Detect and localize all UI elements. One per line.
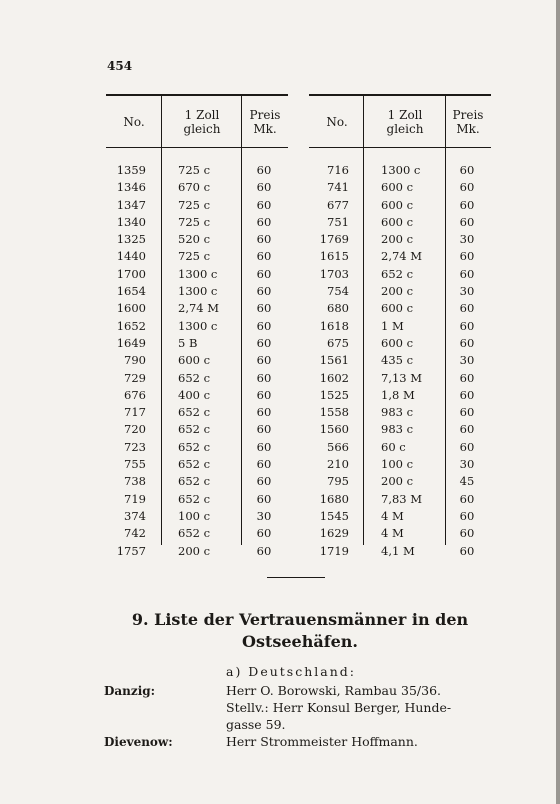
cell-zoll: 200 c [381, 232, 414, 247]
cell-preis: 30 [459, 284, 475, 299]
cell-preis: 60 [459, 335, 475, 350]
table-row [309, 439, 491, 456]
table-row [309, 318, 491, 335]
cell-no: 738 [124, 474, 146, 489]
header-preis-line2: Mk. [456, 121, 480, 136]
table-row [106, 283, 288, 300]
table-row [309, 473, 491, 490]
cell-no: 717 [124, 405, 146, 420]
cell-preis: 60 [459, 491, 475, 506]
price-table-right [309, 94, 491, 560]
cell-zoll: 725 c [178, 249, 211, 264]
table-row [106, 387, 288, 404]
cell-zoll: 725 c [178, 214, 211, 229]
cell-preis: 60 [459, 249, 475, 264]
table-row [309, 421, 491, 438]
cell-no: 1440 [116, 249, 146, 264]
cell-preis: 60 [256, 474, 272, 489]
table-row [309, 370, 491, 387]
cell-preis: 60 [256, 387, 272, 402]
cell-no: 1602 [319, 370, 349, 385]
cell-preis: 60 [256, 163, 272, 177]
cell-preis: 60 [256, 353, 272, 368]
cell-no: 720 [124, 422, 146, 437]
cell-zoll: 652 c [178, 457, 211, 472]
table-row [106, 456, 288, 473]
table-row [309, 508, 491, 525]
cell-zoll: 652 c [178, 422, 211, 437]
cell-preis: 60 [256, 405, 272, 420]
cell-zoll: 983 c [381, 405, 414, 420]
cell-preis: 60 [459, 180, 475, 195]
header-zoll [365, 96, 445, 147]
cell-preis: 60 [256, 266, 272, 281]
table-row [106, 352, 288, 369]
cell-no: 1561 [319, 353, 349, 368]
table-row [309, 491, 491, 508]
cell-zoll: 100 c [381, 457, 414, 472]
cell-preis: 60 [256, 457, 272, 472]
cell-no: 1618 [319, 318, 349, 333]
table-row [309, 283, 491, 300]
cell-no: 1325 [116, 232, 146, 247]
table-row [106, 248, 288, 265]
cell-zoll: 60 c [381, 439, 406, 454]
cell-no: 1680 [319, 491, 349, 506]
table-row [309, 248, 491, 265]
cell-no: 1769 [319, 232, 349, 247]
cell-no: 680 [327, 301, 349, 316]
cell-zoll: 200 c [178, 543, 211, 558]
cell-no: 1652 [116, 318, 146, 333]
cell-no: 1545 [319, 508, 349, 523]
table-row [309, 300, 491, 317]
cell-preis: 60 [256, 214, 272, 229]
cell-no: 210 [327, 457, 349, 472]
cell-no: 790 [124, 353, 146, 368]
table-row [309, 543, 491, 560]
cell-no: 677 [327, 197, 349, 212]
cell-zoll: 100 c [178, 508, 211, 523]
cell-no: 1757 [116, 543, 146, 558]
cell-preis: 60 [256, 439, 272, 454]
cell-zoll: 1300 c [381, 163, 421, 177]
table-row [106, 508, 288, 525]
entry-line: Herr O. Borowski, Rambau 35/36. [226, 683, 442, 698]
table-row [309, 214, 491, 231]
cell-preis: 60 [256, 543, 272, 558]
table-row [106, 214, 288, 231]
header-preis [445, 96, 491, 147]
cell-zoll: 652 c [178, 370, 211, 385]
cell-preis: 60 [459, 163, 475, 177]
cell-preis: 60 [459, 370, 475, 385]
header-zoll-line2: gleich [183, 121, 221, 136]
cell-preis: 60 [459, 301, 475, 316]
cell-preis: 60 [459, 387, 475, 402]
cell-no: 723 [124, 439, 146, 454]
table-header [106, 94, 288, 148]
cell-zoll: 4,1 M [381, 543, 415, 558]
cell-zoll: 7,83 M [381, 491, 423, 506]
header-preis [242, 96, 288, 147]
cell-zoll: 670 c [178, 180, 211, 195]
cell-zoll: 725 c [178, 163, 211, 177]
cell-zoll: 600 c [381, 197, 414, 212]
cell-preis: 60 [459, 405, 475, 420]
cell-preis: 60 [459, 543, 475, 558]
entry-line: Stellv.: Herr Konsul Berger, Hunde- [226, 700, 452, 715]
table-row [106, 473, 288, 490]
cell-no: 1629 [319, 526, 349, 541]
table-row [106, 525, 288, 542]
cell-zoll: 652 c [178, 439, 211, 454]
table-row [309, 266, 491, 283]
cell-no: 374 [124, 508, 146, 523]
cell-zoll: 652 c [178, 526, 211, 541]
table-row [309, 179, 491, 196]
column-divider [161, 94, 162, 545]
cell-preis: 60 [256, 284, 272, 299]
table-row [106, 439, 288, 456]
table-row [309, 231, 491, 248]
cell-preis: 45 [459, 474, 475, 489]
cell-zoll: 652 c [381, 266, 414, 281]
cell-zoll: 652 c [178, 491, 211, 506]
section-title-line2: Ostseehäfen. [242, 632, 358, 651]
header-zoll-line2: gleich [386, 121, 424, 136]
cell-no: 1703 [319, 266, 349, 281]
table-body [309, 162, 491, 560]
cell-zoll: 2,74 M [381, 249, 423, 264]
cell-no: 1600 [116, 301, 146, 316]
table-row [309, 197, 491, 214]
place-label-dievenow: Dievenow: [104, 735, 173, 749]
table-row [106, 300, 288, 317]
cell-preis: 60 [256, 249, 272, 264]
table-row [106, 231, 288, 248]
table-row [309, 335, 491, 352]
cell-no: 754 [327, 284, 349, 299]
table-row [106, 421, 288, 438]
cell-no: 716 [327, 163, 349, 177]
cell-preis: 60 [459, 508, 475, 523]
cell-preis: 60 [459, 526, 475, 541]
cell-zoll: 600 c [381, 214, 414, 229]
cell-zoll: 2,74 M [178, 301, 220, 316]
cell-zoll: 520 c [178, 232, 211, 247]
cell-zoll: 600 c [381, 180, 414, 195]
column-divider [445, 94, 446, 545]
cell-preis: 60 [256, 370, 272, 385]
cell-no: 1700 [116, 266, 146, 281]
cell-zoll: 7,13 M [381, 370, 423, 385]
cell-preis: 60 [256, 301, 272, 316]
cell-preis: 30 [459, 353, 475, 368]
table-row [309, 404, 491, 421]
cell-no: 741 [327, 180, 349, 195]
cell-no: 676 [124, 387, 146, 402]
cell-preis: 60 [256, 232, 272, 247]
cell-zoll: 4 M [381, 526, 404, 541]
header-zoll [162, 96, 242, 147]
cell-preis: 60 [256, 491, 272, 506]
cell-zoll: 400 c [178, 387, 211, 402]
cell-preis: 60 [256, 197, 272, 212]
table-row [106, 318, 288, 335]
cell-no: 729 [124, 370, 146, 385]
cell-preis: 60 [459, 439, 475, 454]
header-no: No. [123, 114, 145, 129]
subheading: a) Deutschland: [226, 664, 356, 679]
cell-zoll: 200 c [381, 474, 414, 489]
column-divider [363, 94, 364, 545]
price-table-left [106, 94, 288, 560]
cell-no: 742 [124, 526, 146, 541]
table-row [106, 404, 288, 421]
cell-zoll: 600 c [381, 301, 414, 316]
cell-zoll: 600 c [381, 335, 414, 350]
cell-preis: 60 [459, 422, 475, 437]
cell-zoll: 652 c [178, 474, 211, 489]
cell-no: 755 [124, 457, 146, 472]
cell-no: 795 [327, 474, 349, 489]
cell-preis: 60 [256, 180, 272, 195]
cell-no: 719 [124, 491, 146, 506]
cell-no: 1359 [116, 163, 146, 177]
header-preis-line2: Mk. [253, 121, 277, 136]
cell-zoll: 652 c [178, 405, 211, 420]
column-divider [241, 94, 242, 545]
cell-no: 1654 [116, 284, 146, 299]
section-title-line1: 9. Liste der Vertrauensmänner in den [131, 610, 469, 629]
cell-preis: 30 [256, 508, 272, 523]
table-row [309, 387, 491, 404]
header-no: No. [326, 114, 348, 129]
cell-preis: 60 [459, 197, 475, 212]
cell-zoll: 200 c [381, 284, 414, 299]
cell-zoll: 1 M [381, 318, 404, 333]
cell-no: 1560 [319, 422, 349, 437]
header-preis-line1: Preis [452, 107, 484, 122]
table-header [309, 94, 491, 148]
cell-no: 751 [327, 214, 349, 229]
cell-zoll: 600 c [178, 353, 211, 368]
table-body [106, 162, 288, 560]
cell-preis: 60 [256, 318, 272, 333]
cell-preis: 60 [459, 266, 475, 281]
cell-zoll: 435 c [381, 353, 414, 368]
entry-dievenow [226, 733, 418, 750]
cell-preis: 60 [256, 422, 272, 437]
table-row [309, 162, 491, 179]
header-zoll-line1: 1 Zoll [184, 107, 220, 122]
cell-no: 1525 [319, 387, 349, 402]
cell-no: 1347 [116, 197, 146, 212]
table-row [106, 335, 288, 352]
cell-no: 1558 [319, 405, 349, 420]
cell-no: 675 [327, 335, 349, 350]
cell-preis: 60 [459, 214, 475, 229]
cell-preis: 30 [459, 232, 475, 247]
entry-line: Herr Strommeister Hoffmann. [226, 734, 418, 749]
cell-preis: 60 [256, 335, 272, 350]
cell-zoll: 1300 c [178, 284, 218, 299]
table-row [106, 370, 288, 387]
cell-no: 1346 [116, 180, 146, 195]
entry-line: gasse 59. [226, 717, 286, 732]
cell-preis: 30 [459, 457, 475, 472]
place-label-danzig: Danzig: [104, 684, 156, 698]
cell-zoll: 1300 c [178, 266, 218, 281]
cell-zoll: 725 c [178, 197, 211, 212]
cell-no: 566 [327, 439, 349, 454]
header-preis-line1: Preis [249, 107, 281, 122]
cell-preis: 60 [256, 526, 272, 541]
table-row [106, 179, 288, 196]
cell-zoll: 1,8 M [381, 387, 415, 402]
cell-no: 1340 [116, 214, 146, 229]
section-title [100, 609, 500, 653]
header-zoll-line1: 1 Zoll [387, 107, 423, 122]
section-separator [267, 577, 325, 578]
cell-zoll: 4 M [381, 508, 404, 523]
entry-danzig [226, 682, 451, 733]
cell-zoll: 1300 c [178, 318, 218, 333]
cell-no: 1615 [319, 249, 349, 264]
cell-no: 1649 [116, 335, 146, 350]
table-row [106, 491, 288, 508]
cell-zoll: 983 c [381, 422, 414, 437]
table-row [309, 525, 491, 542]
cell-no: 1719 [319, 543, 349, 558]
table-row [106, 543, 288, 560]
page-number: 454 [107, 59, 133, 73]
table-row [106, 162, 288, 179]
table-row [309, 456, 491, 473]
table-row [106, 197, 288, 214]
cell-zoll: 5 B [178, 335, 198, 350]
cell-preis: 60 [459, 318, 475, 333]
table-row [309, 352, 491, 369]
table-row [106, 266, 288, 283]
